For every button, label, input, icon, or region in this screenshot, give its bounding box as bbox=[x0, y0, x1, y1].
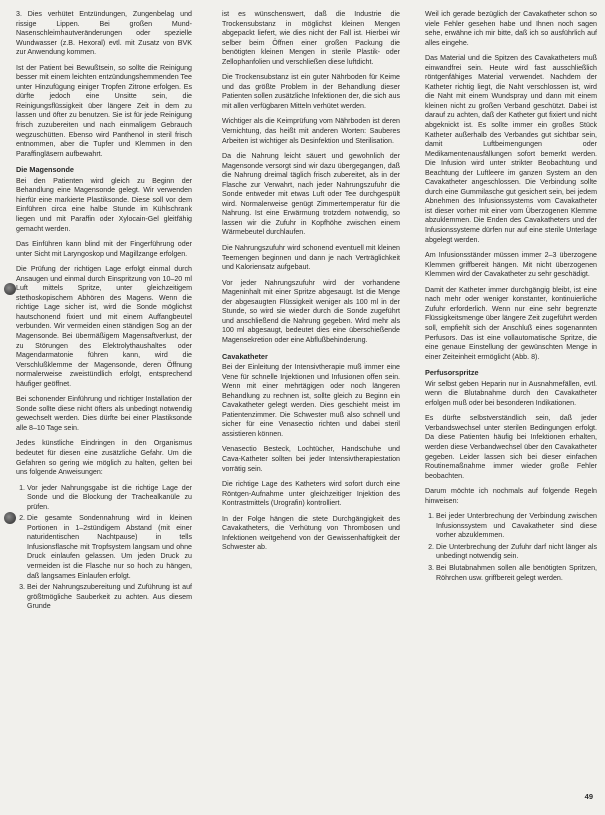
paragraph: Venasectio Besteck, Lochtücher, Handschuhe und Cava-Katheter sollten bei jeder Intensivtherapiestation vorrätig sein. bbox=[222, 445, 400, 473]
section-heading-perfusorspritze: Perfusorspritze bbox=[425, 368, 479, 378]
paragraph: ist es wünschenswert, daß die Industrie die Trockensubstanz in möglichst kleinen Mengen abgepackt liefert, wie dies nicht der Fall ist. Hierbei wir selber beim Öffnen einer großen Packung die benötigten kleinen Mengen in sterile Plastik- oder Zellophanfolien und verschließen diese luftdicht. bbox=[222, 10, 400, 66]
paragraph: Die Trockensubstanz ist ein guter Nährboden für Keime und das größte Problem in der Behandlung dieser Patienten sollen zusätzliche Infektionen der, die sich aus mit allen verfügbaren Mitteln verhütet werden. bbox=[222, 73, 400, 110]
paragraph: Bei den Patienten wird gleich zu Beginn der Behandlung eine Magensonde gelegt. Wir verwenden hierfür eine markierte Plastiksonde. Diese soll vor dem Einführen circa eine halbe Stunde im Kühlschrank liegen und mit Paraffin oder Xylocain-Gel gleitfähig gemacht werden. bbox=[16, 176, 192, 233]
paragraph: Darum möchte ich nochmals auf folgende Regeln hinweisen: bbox=[425, 487, 597, 505]
paragraph: Das Einführen kann blind mit der Fingerführung oder unter Sicht mit Laryngoskop und Magillzange erfolgen. bbox=[16, 240, 192, 258]
paragraph: Jedes künstliche Eindringen in den Organismus bedeutet für diesen eine zusätzliche Gefahr. Um die Gefahren so gering wie möglich zu halten, gelten bei uns folgende Anweisungen: bbox=[16, 439, 192, 477]
paragraph: Das Material und die Spitzen des Cavakatheters muß einwandfrei sein. Heute wird fast ausschließlich röntgenfähiges Material verwendet. Nachdem der Katheter richtig liegt, die Naht verschlossen ist, wird die Naht mit einem Wundspray und dann mit einem kleinen nicht zu großen Verband geschützt. Dabei ist darauf zu achten, daß der Katheter gut fixiert und nicht abgeknickt ist. Es sollte immer ein großes Stück Katheter außerhalb des Verbandes gut sichtbar sein, damit Luftbeimengungen oder Medikamentenausfällungen sofort bemerkt werden. Die Infusion wird unter strikter Beobachtung und Beachtung der Luftleere im ganzen System an den Cavakatheter angeschlossen. Die Verbindung sollte durch eine Gummilasche gut gesichert sein, bei jedem Abnehmen des Infusionssystems vom Cavakatheter ist dieser vorher mit einer vom Überzogenen Klemme abzuklemmen. Die Enden des Cavakatheters und der Infusionssysteme dürfen nur auf eine sterile Unterlage abgelegt werden. bbox=[425, 54, 597, 244]
paragraph: Es dürfte selbstverständlich sein, daß jeder Verbandswechsel unter sterilen Bedingungen erfolgt. Da diese Patienten häufig bei Infektionen erhalten, werden diese Verbandwechsel über den Cavakatheter gegeben. Leider lassen sich bei dieser einfachen Routinemaßnahme immer wieder große Fehler beobachten. bbox=[425, 414, 597, 480]
paragraph: Damit der Katheter immer durchgängig bleibt, ist eine nach mehr oder weniger konstanter, kontinuierliche Zufuhr erforderlich. Wenn nur eine sehr begrenzte Flüssigkeitsmenge über längere Zeit zugeführt werden soll, empfiehlt sich der Anschluß eines sogenannten Perfusors. Das ist eine vollautomatische Spritze, die eine genaue Einstellung der gewünschten Menge in einer Zeiteinheit ermöglicht (Abb. 8). bbox=[425, 285, 597, 361]
paragraph: 3. Dies verhütet Entzündungen, Zungenbelag und rissige Lippen. Bei großen Mund-Nasenschleimhautveränderungen oder spezielle Wundwasser (z.B. Hexoral) evtl. mit Zusatz von BVK zur Anwendung kommen. bbox=[16, 10, 192, 57]
numbered-list bbox=[16, 484, 192, 612]
paragraph: Vor jeder Nahrungszufuhr wird der vorhandene Mageninhalt mit einer Spritze abgesaugt. Ist die Menge der abgesaugten Flüssigkeit weniger als 100 ml in der Stunde, so wird sie wieder durch die Sonde zugeführt und anschließend die Nahrung gegeben. Wird mehr als 100 ml abgesaugt, bedeutet dies eine überschießende Magensekretion oder eine Abflußbehinderung. bbox=[222, 278, 400, 344]
paragraph: Bei schonender Einführung und richtiger Installation der Sonde sollte diese nicht öfters als unbedingt notwendig gewechselt werden. Dies dürfte bei einer Plastiksonde alle 8–10 Tage sein. bbox=[16, 395, 192, 432]
paragraph: Die richtige Lage des Katheters wird sofort durch eine Röntgen-Aufnahme unter gleichzeitiger Injektion des Kontrastmittels (Urografin) kontrolliert. bbox=[222, 480, 400, 508]
list-item: 2. Die Unterbrechung der Zufuhr darf nicht länger als unbedingt notwendig sein. bbox=[436, 543, 597, 562]
text-column-middle bbox=[222, 10, 400, 559]
text-column-left bbox=[16, 10, 192, 618]
list-item: 1. Bei jeder Unterbrechung der Verbindung zwischen Infusionssystem und Cavakatheter sind diese vorher abzuklemmen. bbox=[436, 512, 597, 541]
numbered-list bbox=[425, 512, 597, 583]
section-heading-cavakatheter: Cavakatheter bbox=[222, 351, 268, 361]
paragraph: Wichtiger als die Keimprüfung vom Nährboden ist deren Vernichtung, das heißt mit anderen Worten: Sauberes Arbeiten ist wichtiger als Desinfektion und Sterilisation. bbox=[222, 117, 400, 145]
punch-hole-mark bbox=[4, 283, 16, 295]
paragraph: In der Folge hängen die stete Durchgängigkeit des Cavakatheters, die Verhütung von Thrombosen und Infektionen weitgehend von der Gewissenhaftigkeit der Schwester ab. bbox=[222, 514, 400, 552]
paragraph: Bei der Einleitung der Intensivtherapie muß immer eine Vene für schnelle Injektionen und Infusionen offen sein. Wenn mit einer mehrtägigen oder noch längeren Behandlung zu rechnen ist, sollte gleich zu Beginn ein Cavakatheter gelegt werden. Dies geschieht meist im Patientenzimmer. Die Schwester muß also schnell und sicher für eine Venasectio richten und dabei steril assistieren können. bbox=[222, 363, 400, 438]
list-item: 1. Vor jeder Nahrungsgabe ist die richtige Lage der Sonde und die Blockung der Trachealkanüle zu prüfen. bbox=[27, 484, 192, 513]
list-item: 3. Bei Blutabnahmen sollen alle benötigten Spritzen, Röhrchen usw. griffbereit gelegt werden. bbox=[436, 564, 597, 583]
section-heading-magensonde: Die Magensonde bbox=[16, 165, 74, 175]
paragraph: Am Infusionsständer müssen immer 2–3 überzogene Klemmen griffbereit hängen. Mit nicht überzogenen Klemmen wird der Cavakatheter zu sehr geschädigt. bbox=[425, 251, 597, 279]
paragraph: Ist der Patient bei Bewußtsein, so sollte die Reinigung besser mit einem leichten entzündungshemmenden Tee unter Hinzufügung einiger Tropfen Zitrone erfolgen. Es dürfte jedoch eine Unsitte sein, die Reinigungsflüssigkeit über längere Zeit in dem zu lassen und öfter zu benutzen. Sie ist für jede Reinigung frisch zuzubereiten und nach einmaligem Gebrauch wegzuschütten. Ebenso wird Panthenol in steril frisch entnommen, aber die Tupfer und Klemmen in den Paraffingläsern aufbewahrt. bbox=[16, 63, 192, 158]
page-number: 49 bbox=[584, 792, 593, 801]
paragraph: Die Nahrungszufuhr wird schonend eventuell mit kleinen Teemengen beginnen und dann je nach Verträglichkeit und Kaloriensatz aufgebaut. bbox=[222, 244, 400, 272]
list-item: 2. Die gesamte Sondennahrung wird in kleinen Portionen in 1–2stündigem Abstand (mit einer naturidentischen Nachtpause) in tells Infusionsflasche mit Tropfsystem langsam und ohne Druck einlaufen gelassen. Um jeden Druck zu vermeiden ist die Flasche nur so hoch zu hängen, daß langsames Einlaufen erfolgt. bbox=[27, 514, 192, 581]
paragraph: Die Prüfung der richtigen Lage erfolgt einmal durch Ansaugen und einmal durch Einspritzung von 10–20 ml Luft mittels Spritze, unter gleichzeitigem stethoskopischem Abhören des Magens. Wenn die richtige Lage sicher ist, wird die Sonde möglichst hautschonend fixiert und mit einem Auffangbeutel verbunden. Wir vermeiden einen ständigen Sog an der Magensonde. Bei übermäßigem Magensaftverlust, der zu Störungen des Elektrolythaushaltes oder Magendarmatonie führen kann, wird die Verschlußklemme der Magensonde, deren Öffnung normalerweise zweistündlich erfolgt, entsprechend häufiger geöffnet. bbox=[16, 265, 192, 388]
list-item: 3. Bei der Nahrungszubereitung und Zuführung ist auf größtmögliche Sauberkeit zu achten. Aus diesem Grunde bbox=[27, 583, 192, 612]
text-column-right bbox=[425, 10, 597, 589]
paragraph: Weil ich gerade bezüglich der Cavakatheter schon so viele Fehler gesehen habe und Ihnen noch sagen sehe, erwähne ich mir bitte, daß ich so ausführlich auf alles eingehe. bbox=[425, 10, 597, 47]
paragraph: Da die Nahrung leicht säuert und gewohnlich der Magensonde versorgt sind wir dazu übergegangen, daß die Nahrung dreimal täglich frisch zubereitet, als in der Flasche zur Verwahrt, nach jeder Nahrungszufuhr die Sonde entweder mit etwas Luft oder Tee durchgespült wird. Normalerweise genügt Zimmertemperatur für die Nahrung. Ist eine Erwärmung trotzdem notwendig, so lassen wir die Zufuhr in Kopfhöhe zwischen einem Wärmebeutel durchlaufen. bbox=[222, 152, 400, 237]
punch-hole-mark bbox=[4, 512, 16, 524]
paragraph: Wir selbst geben Heparin nur in Ausnahmefällen, evtl. wenn die Blutabnahme durch den Cavakatheter erfolgen muß oder bei besonderen Indikationen. bbox=[425, 379, 597, 407]
